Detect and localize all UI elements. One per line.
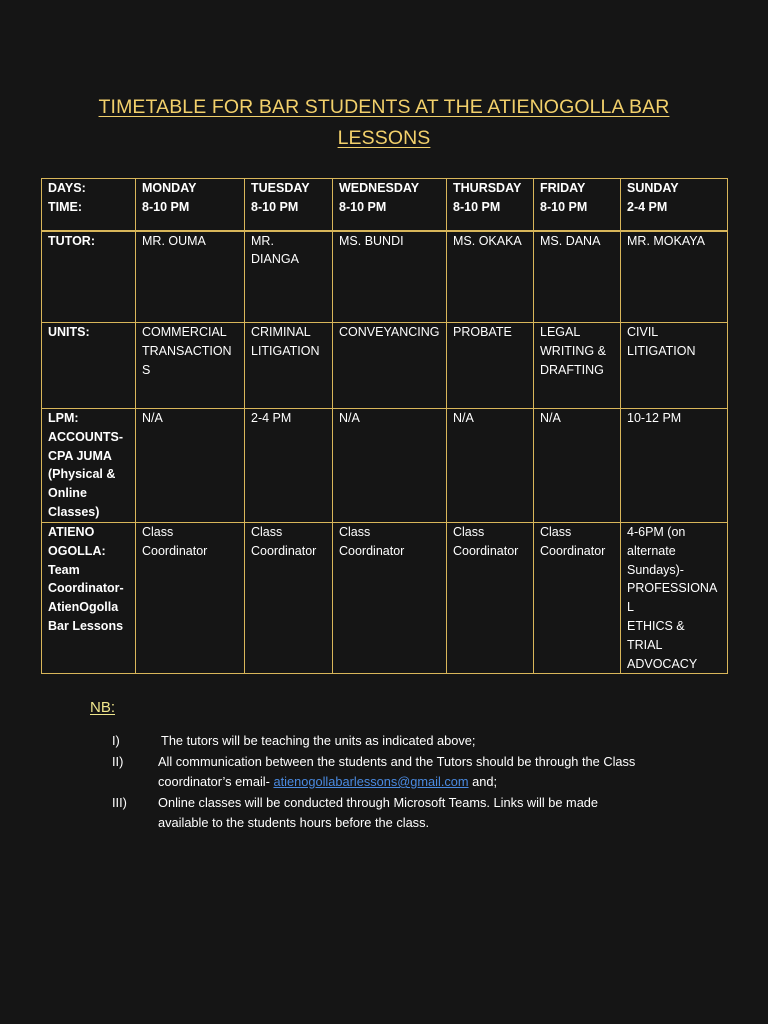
row-label-days-time (42, 179, 136, 231)
tutor-row (42, 231, 728, 323)
day-time: 8-10 PM (142, 199, 190, 214)
table-cell (534, 409, 621, 523)
table-cell (621, 323, 728, 409)
table-cell (534, 523, 621, 674)
cell-line: LITIGATION (251, 343, 320, 358)
cell-line: ADVOCACY (627, 656, 698, 671)
note-item-1 (112, 731, 712, 752)
row-label (42, 323, 136, 409)
day-header (136, 179, 245, 231)
cell-line: DRAFTING (540, 362, 604, 377)
cell-line: TRANSACTIONS (142, 343, 232, 377)
cell-line: Class (142, 525, 174, 539)
table-cell (333, 523, 447, 674)
day-name: FRIDAY (540, 181, 586, 195)
cell-line: N/A (142, 411, 163, 425)
row-label (42, 409, 136, 523)
cell-line: COMMERCIAL (142, 325, 227, 339)
note-text-line-2 (158, 772, 712, 793)
table-cell (245, 323, 333, 409)
day-header (447, 179, 534, 231)
label-line: ACCOUNTS- (48, 429, 123, 444)
cell-line: MS. DANA (540, 233, 601, 248)
table-cell (621, 523, 728, 674)
table-cell (333, 323, 447, 409)
label-line: CPA JUMA (48, 448, 112, 463)
cell-line: 2-4 PM (251, 411, 292, 425)
label-line: AtienOgolla (48, 600, 119, 615)
cell-line: MR. (251, 233, 274, 248)
cell-line: LEGAL (540, 325, 581, 339)
cell-line: alternate (627, 543, 676, 558)
timetable (41, 178, 728, 674)
label-line: ATIENO (48, 525, 95, 539)
note-text: Online classes will be conducted through Microsoft Teams. Links will be made (158, 794, 599, 810)
note-number: I) (112, 733, 120, 748)
cell-line: Coordinator (453, 543, 519, 558)
cell-line: Class (540, 525, 572, 539)
label-line: UNITS: (48, 325, 90, 339)
cell-line: 10-12 PM (627, 411, 682, 425)
coordinator-row (42, 523, 728, 674)
table-cell (447, 523, 534, 674)
table-cell (621, 409, 728, 523)
label-line: OGOLLA: (48, 543, 106, 558)
cell-line: MS. BUNDI (339, 233, 404, 248)
table-header-row (42, 179, 728, 231)
cell-line: CONVEYANCING (339, 325, 440, 339)
cell-line: ETHICS & (627, 618, 685, 633)
cell-line: Coordinator (142, 543, 208, 558)
day-time: 8-10 PM (251, 199, 299, 214)
label-line: Classes) (48, 504, 100, 519)
day-time: 8-10 PM (540, 199, 588, 214)
day-header (245, 179, 333, 231)
cell-line: PROBATE (453, 325, 512, 339)
day-header (621, 179, 728, 231)
row-label (42, 523, 136, 674)
table-cell (534, 231, 621, 323)
nb-heading: NB: (90, 699, 116, 716)
cell-line: TRIAL (627, 637, 663, 652)
cell-line: N/A (453, 411, 474, 425)
cell-line: PROFESSIONAL (627, 581, 718, 615)
table-cell (621, 231, 728, 323)
note-item-3 (112, 793, 712, 834)
table-cell (333, 409, 447, 523)
label-line: Bar Lessons (48, 618, 124, 633)
label-line: DAYS: (48, 181, 86, 195)
cell-line: Sundays)- (627, 562, 684, 577)
table-cell (245, 231, 333, 323)
table-cell (136, 323, 245, 409)
day-name: WEDNESDAY (339, 181, 420, 195)
cell-line: CRIMINAL (251, 325, 311, 339)
day-name: SUNDAY (627, 181, 679, 195)
notes-list (112, 731, 712, 834)
cell-line: Coordinator (251, 543, 317, 558)
label-line: Online (48, 486, 87, 501)
cell-line: Coordinator (540, 543, 606, 558)
table-cell (245, 409, 333, 523)
label-line: Coordinator- (48, 581, 124, 596)
note-text: All communication between the students and the Tutors should be through the Class (158, 753, 636, 769)
page-title (40, 92, 728, 154)
day-time: 8-10 PM (339, 199, 387, 214)
cell-line: MS. OKAKA (453, 233, 522, 248)
label-line: LPM: (48, 411, 79, 425)
day-time: 8-10 PM (453, 199, 501, 214)
table-cell (447, 323, 534, 409)
table-cell (333, 231, 447, 323)
cell-line: MR. MOKAYA (627, 233, 706, 248)
note-text: coordinator’s email- (158, 774, 274, 789)
note-number: II) (112, 753, 124, 769)
lpm-row (42, 409, 728, 523)
cell-line: CIVIL (627, 325, 659, 339)
note-text: and; (468, 774, 498, 789)
cell-line: LITIGATION (627, 343, 696, 358)
row-label (42, 231, 136, 323)
note-item-2 (112, 752, 712, 793)
title-line-2: LESSONS (337, 127, 431, 149)
day-name: THURSDAY (453, 181, 522, 195)
table-cell (447, 409, 534, 523)
table-cell (245, 523, 333, 674)
note-text: The tutors will be teaching the units as indicated above; (161, 733, 476, 748)
day-name: TUESDAY (251, 181, 310, 195)
note-number: III) (112, 794, 127, 810)
cell-line: N/A (339, 411, 360, 425)
cell-line: Class (339, 525, 371, 539)
cell-line: DIANGA (251, 252, 299, 267)
cell-line: Coordinator (339, 543, 405, 558)
title-line-1: TIMETABLE FOR BAR STUDENTS AT THE ATIENOGOLLA BAR (98, 96, 670, 118)
note-text: available to the students hours before the class. (158, 815, 430, 830)
day-name: MONDAY (142, 181, 197, 195)
cell-line: Class (453, 525, 485, 539)
cell-line: N/A (540, 411, 561, 425)
day-header (534, 179, 621, 231)
table-cell (136, 231, 245, 323)
label-line: Team (48, 562, 80, 577)
units-row (42, 323, 728, 409)
cell-line: Class (251, 525, 283, 539)
label-line: (Physical & (48, 467, 116, 482)
label-line: TIME: (48, 199, 83, 214)
day-header (333, 179, 447, 231)
cell-line: MR. OUMA (142, 233, 206, 248)
table-cell (447, 231, 534, 323)
email-link[interactable]: atienogollabarlessons@gmail.com (273, 774, 469, 789)
table-cell (534, 323, 621, 409)
cell-line: WRITING & (540, 343, 606, 358)
label-line: TUTOR: (48, 233, 95, 248)
day-time: 2-4 PM (627, 199, 668, 214)
cell-line: 4-6PM (on (627, 525, 686, 539)
table-cell (136, 523, 245, 674)
table-cell (136, 409, 245, 523)
